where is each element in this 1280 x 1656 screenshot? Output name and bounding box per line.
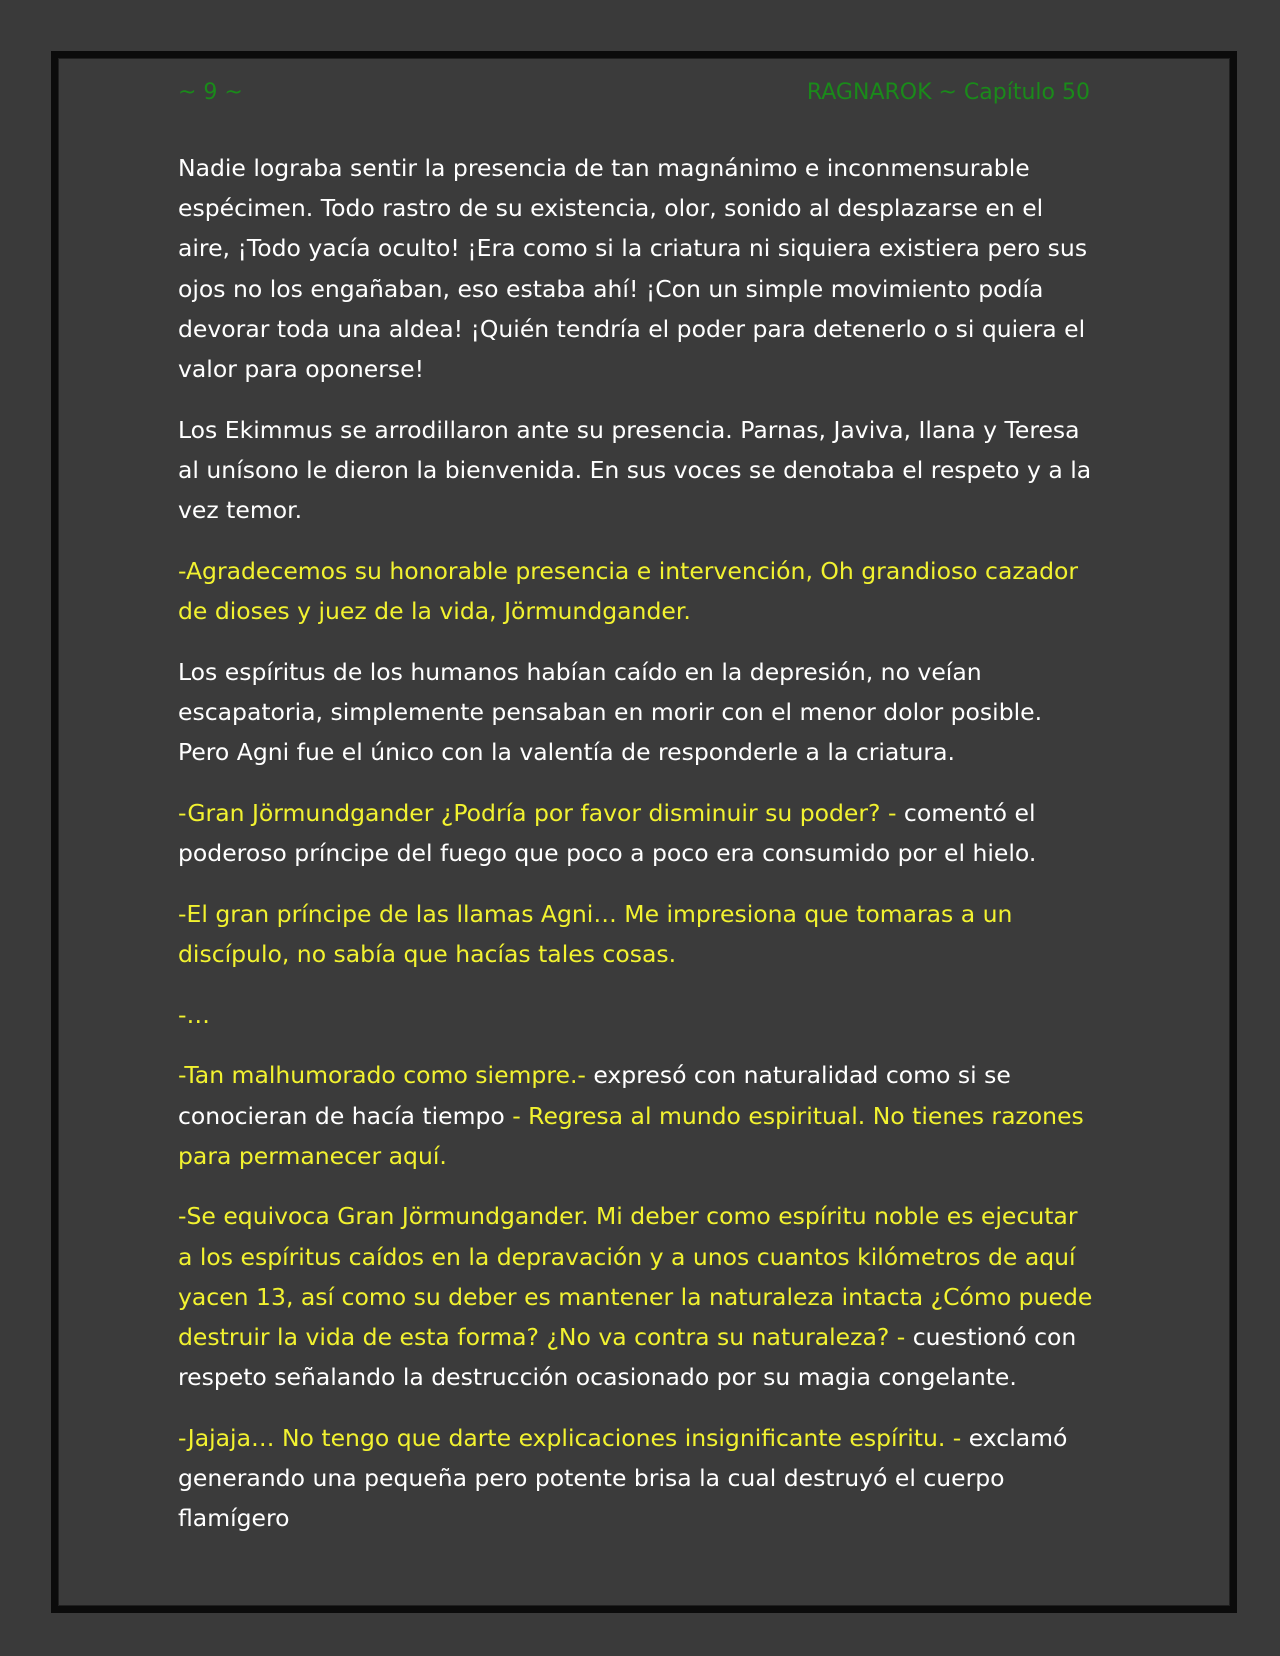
narration-text: exclamó generando una pequeña pero potente brisa la cual destruyó el cuerpo flamígero bbox=[178, 1423, 1068, 1533]
dialogue-text: -Jajaja… No tengo que darte explicaciones insignificante espíritu. - bbox=[178, 1423, 969, 1452]
story-text bbox=[178, 148, 1098, 1559]
narration-text: cuestionó con respeto señalando la destrucción ocasionado por su magia congelante. bbox=[178, 1323, 1077, 1392]
paragraph bbox=[178, 410, 1098, 531]
narration-text: expresó con naturalidad como si se conocieran de hacía tiempo bbox=[178, 1061, 1011, 1130]
dialogue-text: -Agradecemos su honorable presencia e intervención, Oh grandioso cazador de dioses y juez de la vida, Jörmundgander. bbox=[178, 556, 1079, 626]
paragraph bbox=[178, 1055, 1098, 1176]
dialogue-text: -Se equivoca Gran Jörmundgander. Mi deber como espíritu noble es ejecutar a los espíritus caídos en la depravación y a unos cuantos kilómetros de aquí yacen 13, así como su deber es mantener la naturaleza intacta ¿Cómo puede destruir la vida de esta forma? ¿No va contra su naturaleza? - bbox=[178, 1202, 1093, 1352]
paragraph bbox=[178, 652, 1098, 773]
narration-text: Los espíritus de los humanos habían caído en la depresión, no veían escapatoria, simplemente pensaban en morir con el menor dolor posible. Pero Agni fue el único con la valentía de responderle a la criatura. bbox=[178, 657, 1043, 767]
narration-text: Nadie lograba sentir la presencia de tan magnánimo e inconmensurable espécimen. Todo rastro de su existencia, olor, sonido al desplazarse en el aire, ¡Todo yacía oculto! ¡Era como si la criatura ni siquiera existiera pero sus ojos no los engañaban, eso estaba ahí! ¡Con un simple movimiento podía devorar toda una aldea! ¡Quién tendría el poder para detenerlo o si quiera el valor para oponerse! bbox=[178, 154, 1088, 384]
dialogue-text: -… bbox=[178, 1000, 210, 1029]
paragraph bbox=[178, 1418, 1098, 1539]
dialogue-text: -Tan malhumorado como siempre.- bbox=[178, 1061, 594, 1090]
paragraph bbox=[178, 793, 1098, 873]
paragraph bbox=[178, 995, 1098, 1035]
page-header bbox=[178, 80, 1090, 110]
chapter-title: RAGNAROK ~ Capítulo 50 bbox=[806, 80, 1090, 105]
dialogue-text: -El gran príncipe de las llamas Agni… Me impresiona que tomaras a un discípulo, no sabía que hacías tales cosas. bbox=[178, 899, 1013, 968]
paragraph bbox=[178, 1196, 1098, 1397]
dialogue-text: - Regresa al mundo espiritual. No tienes razones para permanecer aquí. bbox=[178, 1101, 1084, 1170]
paragraph bbox=[178, 894, 1098, 974]
narration-text: comentó el poderoso príncipe del fuego que poco a poco era consumido por el hielo. bbox=[178, 798, 1037, 868]
page-number: ~ 9 ~ bbox=[178, 80, 243, 105]
narration-text: Los Ekimmus se arrodillaron ante su presencia. Parnas, Javiva, Ilana y Teresa al unísono le dieron la bienvenida. En sus voces se denotaba el respeto y a la vez temor. bbox=[178, 415, 1092, 525]
paragraph bbox=[178, 551, 1098, 631]
dialogue-text: -Gran Jörmundgander ¿Podría por favor disminuir su poder? - bbox=[178, 798, 904, 827]
paragraph bbox=[178, 148, 1098, 389]
